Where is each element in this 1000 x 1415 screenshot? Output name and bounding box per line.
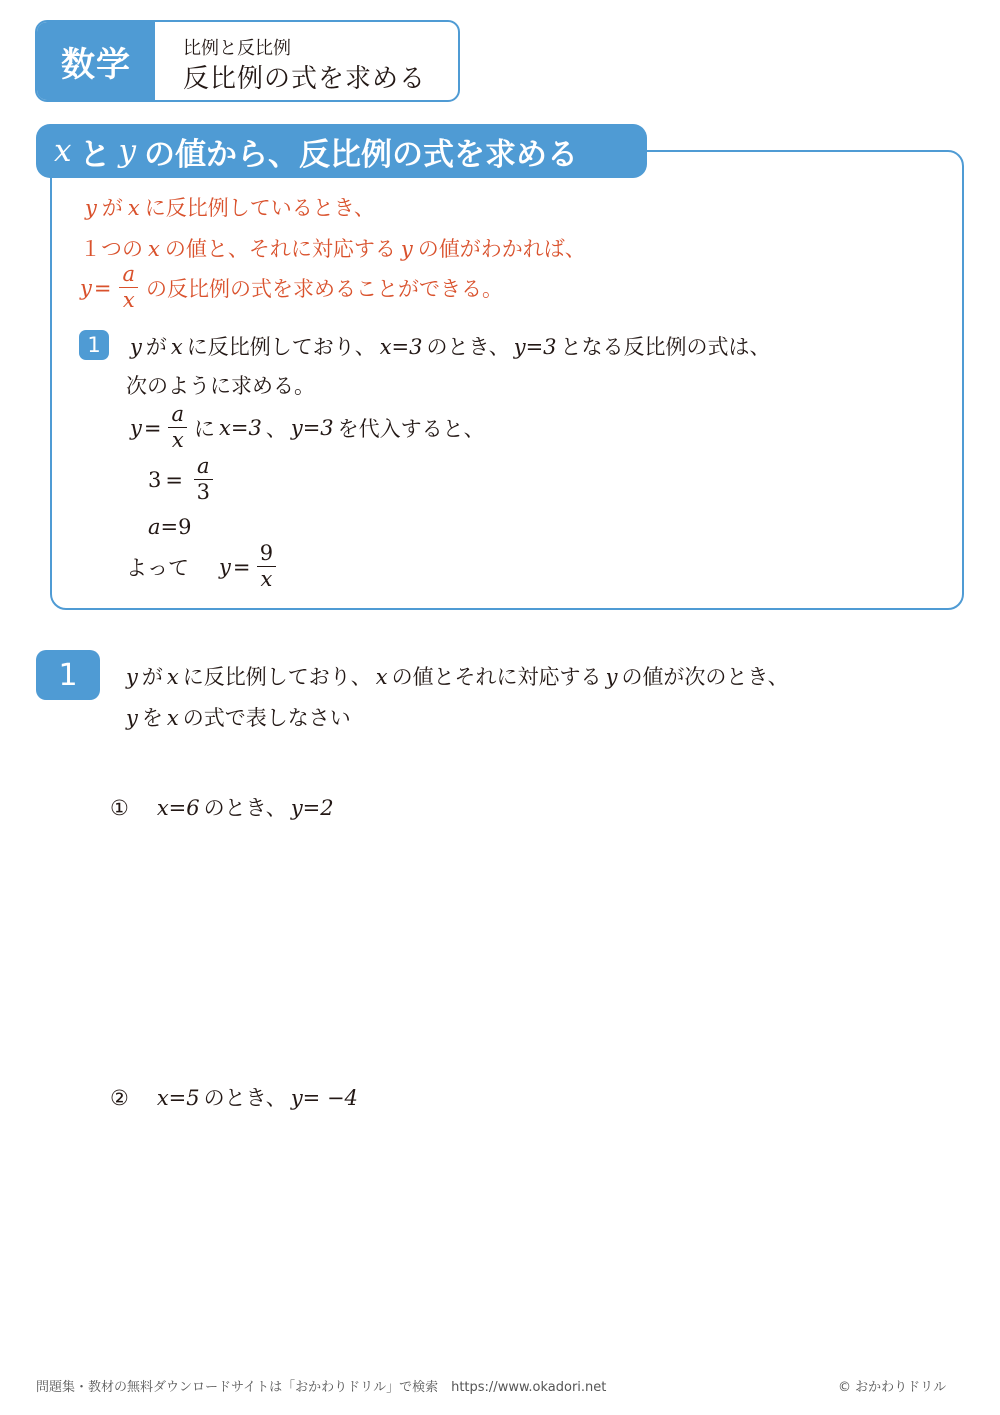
fraction-a-over-3 <box>190 456 217 503</box>
var-x: x <box>166 706 179 730</box>
text: の値と、それに対応する <box>164 237 396 261</box>
fraction-9-over-x <box>253 543 279 590</box>
var-x: x <box>148 237 160 261</box>
text: を <box>141 706 163 730</box>
var-y: y <box>126 665 138 689</box>
example-step-4 <box>126 543 282 590</box>
numerator: 9 <box>257 543 276 567</box>
value: =9 <box>160 515 192 539</box>
text: に反比例しており、 <box>186 335 376 359</box>
text: の式で表しなさい <box>182 706 351 730</box>
numerator: a <box>168 404 187 428</box>
explanation-title <box>36 124 647 178</box>
example-step-3 <box>148 515 192 539</box>
rule-line-1 <box>80 192 375 222</box>
var-y: y <box>85 196 97 220</box>
fraction-a-over-x <box>114 264 143 311</box>
condition-y: y= −4 <box>290 1086 358 1110</box>
var-y: y <box>219 554 231 579</box>
condition-y: y=3 <box>290 415 334 440</box>
condition-y: y=2 <box>290 796 334 820</box>
value: 3 <box>148 467 162 492</box>
text: の値とそれに対応する <box>391 665 602 689</box>
topic-title: 反比例の式を求める <box>183 64 427 94</box>
var-y: y <box>130 415 142 440</box>
text: に反比例しており、 <box>182 665 372 689</box>
denominator: x <box>171 428 184 452</box>
rule-line-2 <box>80 233 586 263</box>
subject-tag: 数学 <box>37 22 155 100</box>
question-line-1 <box>122 661 789 691</box>
text: に <box>194 416 216 441</box>
text: よって <box>126 555 189 580</box>
var-y: y <box>400 237 413 261</box>
text: の値が次のとき、 <box>621 665 789 689</box>
question-item-2 <box>110 1082 362 1112</box>
text: が <box>141 665 163 689</box>
var-x: x <box>166 665 179 689</box>
denominator: x <box>260 567 273 591</box>
example-step-2 <box>148 456 220 503</box>
example-line-2: 次のように求める。 <box>126 374 315 398</box>
item-number: ② <box>110 1086 129 1110</box>
equals: = <box>143 415 162 440</box>
text: を代入すると、 <box>337 416 485 441</box>
rule-line-3 <box>80 264 503 311</box>
title-y: y <box>118 133 136 169</box>
text: が <box>101 196 123 220</box>
fraction-a-over-x <box>164 404 191 451</box>
condition-x: x=6 <box>156 796 200 820</box>
condition-x: x=3 <box>379 335 423 359</box>
condition-x: x=5 <box>156 1086 200 1110</box>
text: の値がわかれば、 <box>417 237 586 261</box>
text: 、 <box>265 416 287 441</box>
text: となる反比例の式は、 <box>560 335 771 359</box>
header-card <box>35 20 460 102</box>
equals: = <box>165 467 183 492</box>
title-x: x <box>54 133 72 169</box>
equals: = <box>93 275 112 300</box>
question-badge: 1 <box>36 650 100 700</box>
text: が <box>145 335 167 359</box>
text: のとき、 <box>203 796 287 820</box>
var-x: x <box>170 335 183 359</box>
footer-site-info: 問題集・教材の無料ダウンロードサイトは「おかわりドリル」で検索 https://www.okadori.net <box>36 1380 607 1395</box>
footer-copyright: © おかわりドリル <box>838 1380 947 1395</box>
condition-x: x=3 <box>219 415 262 440</box>
item-number: ① <box>110 796 129 820</box>
numerator: a <box>119 264 138 288</box>
condition-y: y=3 <box>513 335 557 359</box>
text: の反比例の式を求めることができる。 <box>146 276 504 301</box>
text: に反比例しているとき、 <box>144 196 375 220</box>
equals: = <box>232 554 251 579</box>
text: のとき、 <box>426 335 510 359</box>
question-line-2 <box>122 702 351 732</box>
var-y: y <box>126 706 138 730</box>
var-y: y <box>130 335 142 359</box>
example-badge: 1 <box>79 330 109 360</box>
var-x: x <box>375 665 388 689</box>
example-line-1 <box>126 331 771 361</box>
denominator: x <box>122 288 135 312</box>
example-step-1 <box>130 404 485 451</box>
question-item-1 <box>110 792 338 822</box>
title-rest: の値から、反比例の式を求める <box>144 136 578 173</box>
text: １つの <box>80 237 143 261</box>
unit-label: 比例と反比例 <box>183 38 291 59</box>
var-y: y <box>605 665 618 689</box>
text: のとき、 <box>203 1086 287 1110</box>
numerator: a <box>194 456 213 480</box>
title-to: と <box>79 136 111 173</box>
var-x: x <box>127 196 140 220</box>
var-a: a <box>148 515 161 539</box>
var-y: y <box>80 275 92 300</box>
denominator: 3 <box>196 480 210 504</box>
